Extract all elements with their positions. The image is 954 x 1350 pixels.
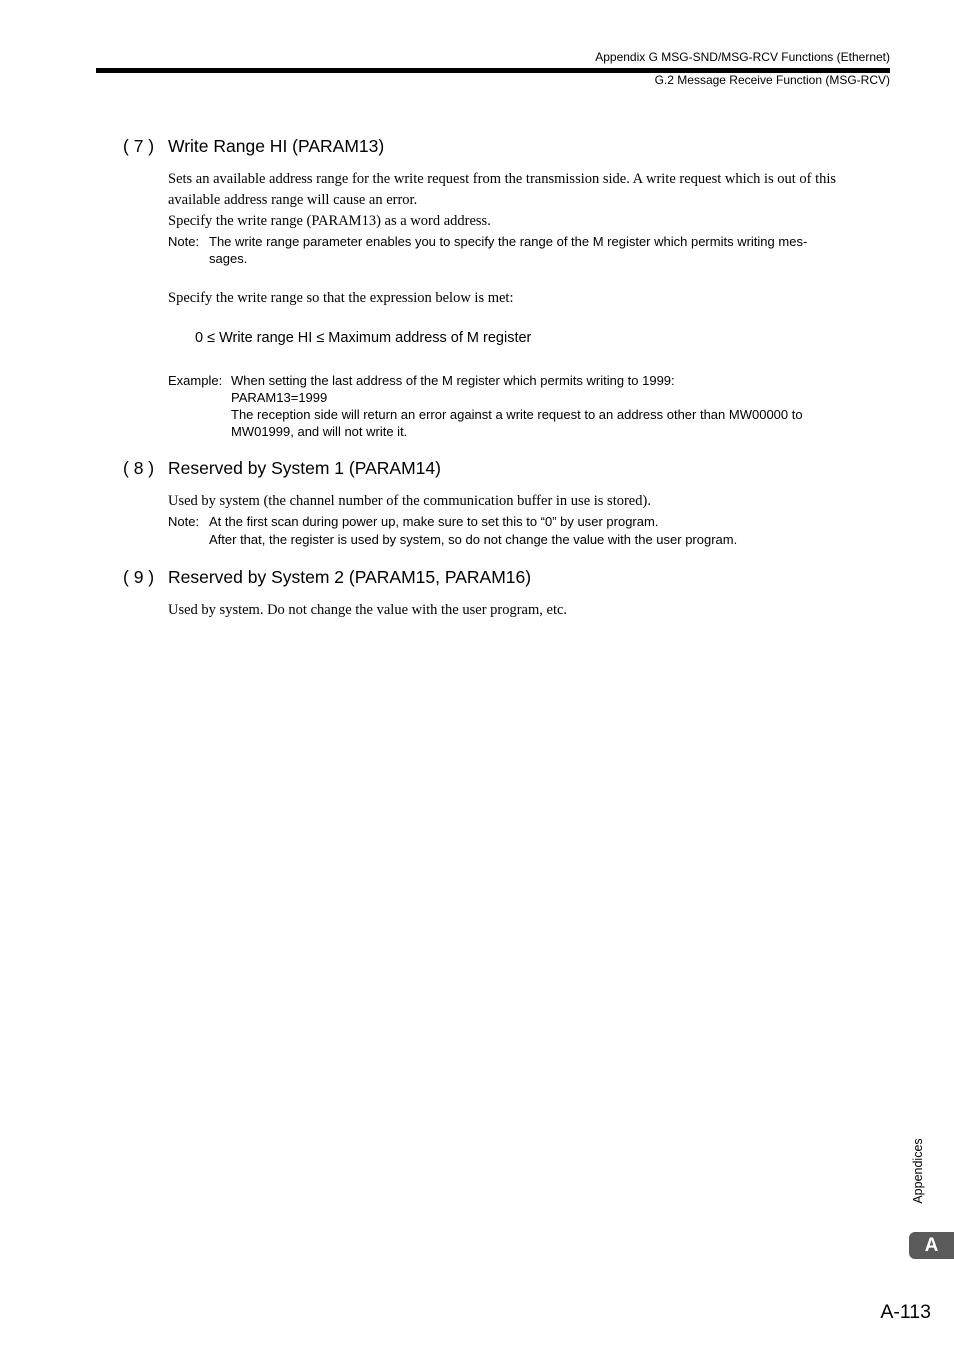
section-7-heading	[123, 136, 623, 160]
section-9-title: Reserved by System 2 (PARAM15, PARAM16)	[168, 567, 532, 587]
section-7-example-line-1: When setting the last address of the M register which permits writing to 1999:	[231, 373, 675, 388]
page-number: A-113	[880, 1301, 931, 1323]
section-7-example-line-3: The reception side will return an error against a write request to an address other than MW00000 to	[231, 407, 803, 422]
section-8-note-line-2: After that, the register is used by system, so do not change the value with the user program.	[209, 532, 738, 547]
section-8-paragraph: Used by system (the channel number of the communication buffer in use is stored).	[168, 493, 651, 509]
section-8-heading	[123, 458, 623, 482]
section-9-paragraph: Used by system. Do not change the value with the user program, etc.	[168, 602, 568, 618]
appendix-tab: A	[909, 1232, 954, 1259]
section-7-paragraph-2: Specify the write range so that the expression below is met:	[168, 290, 514, 306]
side-label	[903, 1132, 933, 1210]
section-7-note-line-1: The write range parameter enables you to specify the range of the M register which permits writing mes-	[209, 234, 808, 249]
section-8-note-line-1: At the first scan during power up, make sure to set this to “0” by user program.	[209, 514, 659, 529]
section-8-title: Reserved by System 1 (PARAM14)	[168, 458, 441, 478]
section-8-note-label: Note:	[168, 514, 200, 529]
section-7-paragraph-line-2: available address range will cause an error.	[168, 192, 418, 208]
section-9-number: ( 9 )	[123, 567, 155, 587]
section-8-number: ( 8 )	[123, 458, 155, 478]
section-7-example-label: Example:	[168, 373, 223, 388]
running-header-chapter: Appendix G MSG-SND/MSG-RCV Functions (Ethernet)	[595, 50, 890, 64]
side-label-text: Appendices	[911, 1138, 925, 1204]
section-7-example-line-2: PARAM13=1999	[231, 390, 328, 405]
section-7-note-line-2: sages.	[209, 251, 248, 266]
section-7-title: Write Range HI (PARAM13)	[168, 136, 385, 156]
section-7-note-label: Note:	[168, 234, 200, 249]
section-7-paragraph-line-3: Specify the write range (PARAM13) as a word address.	[168, 213, 491, 229]
section-9-heading	[123, 567, 643, 591]
write-range-formula: 0 ≤ Write range HI ≤ Maximum address of M register	[195, 330, 532, 346]
section-7-number: ( 7 )	[123, 136, 155, 156]
section-7-paragraph-line-1: Sets an available address range for the write request from the transmission side. A write request which is out of this	[168, 171, 837, 187]
section-7-example-line-4: MW01999, and will not write it.	[231, 424, 408, 439]
running-header-section: G.2 Message Receive Function (MSG-RCV)	[654, 73, 890, 87]
